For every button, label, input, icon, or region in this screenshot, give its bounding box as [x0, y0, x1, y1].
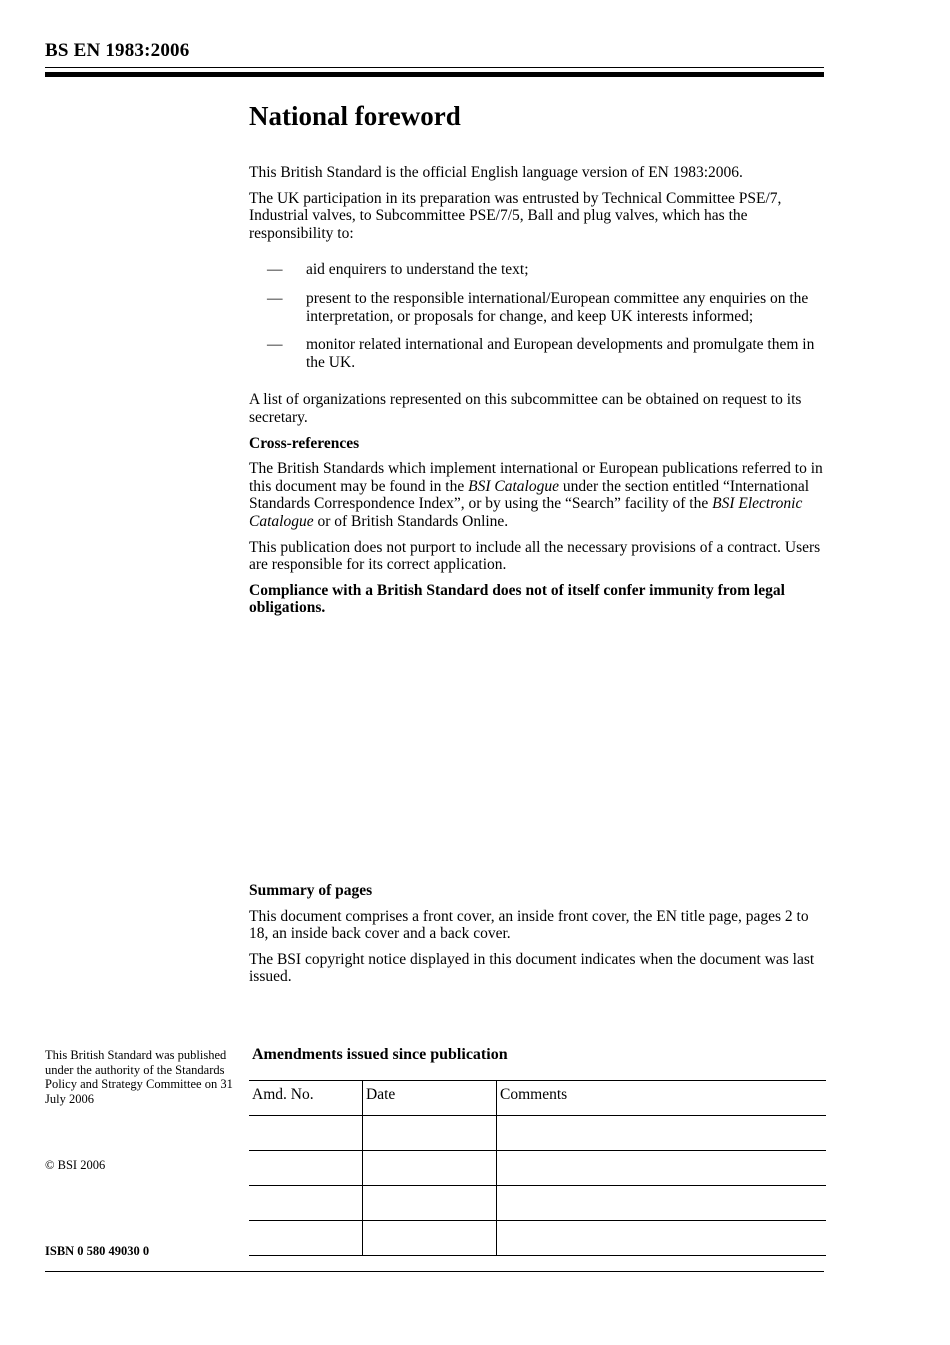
table-cell — [363, 1186, 497, 1221]
cross-references-paragraph — [249, 460, 829, 530]
list-item — [249, 290, 829, 325]
list-dash: — — [267, 261, 283, 279]
column-header-amd-no: Amd. No. — [249, 1081, 363, 1116]
list-item-text: aid enquirers to understand the text; — [306, 261, 529, 279]
provisions-paragraph: This publication does not purport to include all the necessary provisions of a contract. Users are responsible for its correct application. — [249, 538, 821, 574]
header-rule-thin — [45, 67, 824, 68]
table-row — [249, 1221, 826, 1256]
isbn: ISBN 0 580 49030 0 — [45, 1244, 150, 1258]
summary-heading: Summary of pages — [249, 882, 373, 899]
list-item-text: present to the responsible international/European committee any enquiries on the interpretation, or proposals for change, and keep UK interests informed; — [306, 289, 809, 325]
column-header-comments: Comments — [497, 1081, 827, 1116]
table-cell — [363, 1221, 497, 1256]
table-header-row — [249, 1081, 826, 1116]
cross-ref-text: The British Standards which implement international or European publications referred to in this document may be found in the — [249, 460, 823, 495]
foreword-body — [249, 164, 829, 625]
header-rule-thick — [45, 72, 824, 77]
table-cell — [497, 1186, 827, 1221]
table-cell — [363, 1116, 497, 1151]
list-item — [249, 336, 829, 371]
copyright-notice-paragraph: The BSI copyright notice displayed in this document indicates when the document was last issued. — [249, 950, 815, 986]
copyright: © BSI 2006 — [45, 1158, 106, 1172]
amendments-heading: Amendments issued since publication — [252, 1046, 508, 1063]
table-cell — [497, 1116, 827, 1151]
summary-section — [249, 882, 829, 994]
list-dash: — — [267, 336, 283, 354]
table-cell — [497, 1221, 827, 1256]
cross-references-heading: Cross-references — [249, 434, 360, 452]
list-item-text: monitor related international and European developments and promulgate them in the UK. — [306, 336, 815, 371]
footer-rule — [45, 1271, 824, 1272]
intro-paragraph-2: The UK participation in its preparation was entrusted by Technical Committee PSE/7, Industrial valves, to Subcommittee PSE/7/5, Ball and plug valves, which has the responsibility to: — [249, 189, 782, 242]
bsi-catalogue-title: BSI Catalogue — [468, 477, 559, 495]
summary-pages-paragraph: This document comprises a front cover, an inside front cover, the EN title page, pages 2 to 18, an inside back cover and a back cover. — [249, 907, 809, 943]
compliance-statement: Compliance with a British Standard does not of itself confer immunity from legal obligations. — [249, 581, 785, 617]
list-dash: — — [267, 289, 283, 307]
bsi-electronic-catalogue-title: BSI Electronic Catalogue — [249, 495, 803, 530]
table-cell — [363, 1151, 497, 1186]
table-cell — [249, 1186, 363, 1221]
table-row — [249, 1116, 826, 1151]
cross-ref-text: or of British Standards Online. — [313, 512, 509, 530]
amendments-table — [249, 1080, 826, 1256]
column-header-date: Date — [363, 1081, 497, 1116]
table-cell — [497, 1151, 827, 1186]
page-title: National foreword — [249, 101, 461, 131]
intro-paragraph-1: This British Standard is the official English language version of EN 1983:2006. — [249, 164, 743, 181]
table-cell — [249, 1221, 363, 1256]
publication-authority: This British Standard was published under the authority of the Standards Policy and Strategy Committee on 31 July 2006 — [45, 1048, 233, 1106]
table-row — [249, 1151, 826, 1186]
list-item — [249, 261, 829, 279]
table-cell — [249, 1116, 363, 1151]
table-row — [249, 1186, 826, 1221]
cross-ref-text: under the section entitled “International Standards Correspondence Index”, or by using the “Search” facility of the — [249, 477, 810, 513]
table-cell — [249, 1151, 363, 1186]
document-id: BS EN 1983:2006 — [45, 40, 190, 61]
org-list-paragraph: A list of organizations represented on this subcommittee can be obtained on request to its secretary. — [249, 391, 802, 426]
